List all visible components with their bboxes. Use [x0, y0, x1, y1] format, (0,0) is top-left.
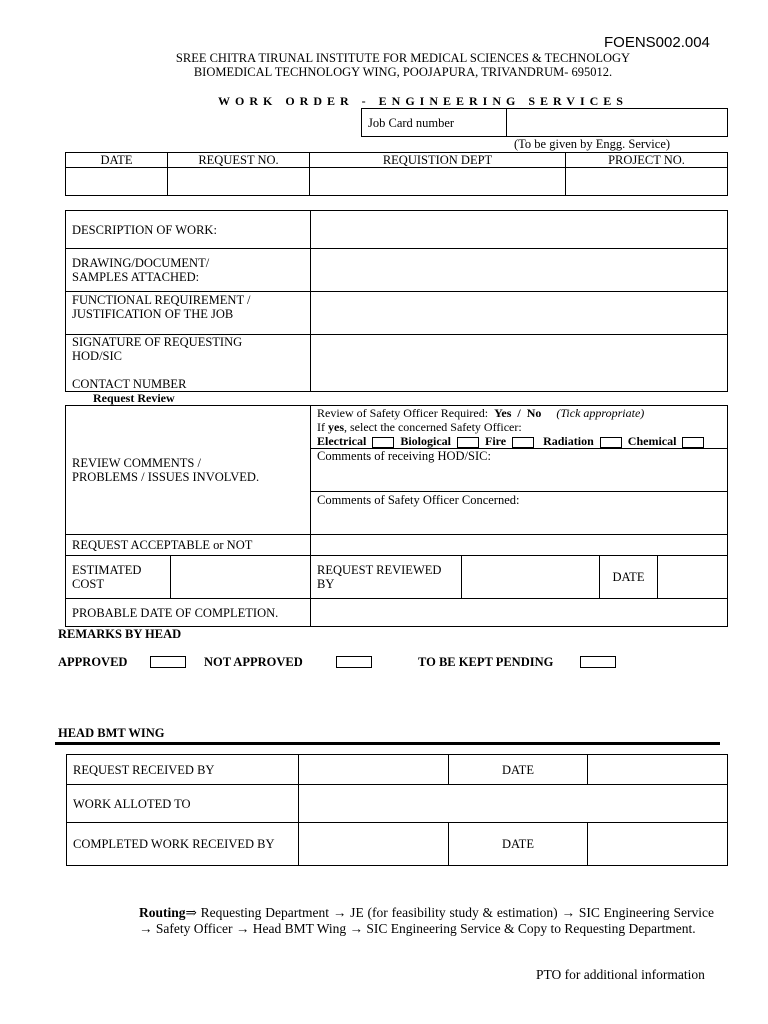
hod-comments-cell[interactable]: [311, 449, 728, 492]
requisition-dept-field[interactable]: [310, 168, 566, 196]
pending-label: TO BE KEPT PENDING: [418, 655, 554, 669]
job-card-field[interactable]: [507, 109, 728, 137]
completed-label: COMPLETED WORK RECEIVED BY: [67, 823, 299, 866]
review-date-cell: [600, 556, 728, 599]
completion-label: PROBABLE DATE OF COMPLETION.: [66, 599, 311, 627]
reviewed-line1: REQUEST REVIEWED: [317, 563, 442, 577]
reviewed-by-label: [311, 556, 462, 599]
request-no-field[interactable]: [168, 168, 310, 196]
routing-text: [139, 905, 714, 936]
officer-chemical-label: Chemical: [627, 434, 677, 448]
col-project-no: PROJECT NO.: [566, 153, 728, 168]
remarks-title: REMARKS BY HEAD: [58, 627, 182, 641]
officer-electrical-label: Electrical: [317, 434, 367, 448]
review-line1: REVIEW COMMENTS /: [72, 456, 201, 470]
functional-label: [66, 292, 311, 335]
job-card-table: [361, 108, 728, 137]
if-suffix: , select the concerned Safety Officer:: [344, 420, 522, 434]
signature-rule: [55, 742, 720, 745]
review-line2: PROBLEMS / ISSUES INVOLVED.: [72, 470, 260, 484]
signature-field[interactable]: [311, 335, 728, 392]
request-table: [65, 152, 728, 196]
not-approved-checkbox[interactable]: [336, 656, 372, 668]
review-table: [65, 405, 728, 627]
details-table: [65, 210, 728, 392]
functional-line1: FUNCTIONAL REQUIREMENT /: [72, 293, 251, 307]
alloted-to-label: WORK ALLOTED TO: [67, 785, 299, 823]
acceptable-label: REQUEST ACCEPTABLE or NOT: [66, 535, 311, 556]
slash: /: [517, 406, 521, 420]
received-date-field[interactable]: [588, 755, 728, 785]
drawing-line2: SAMPLES ATTACHED:: [72, 270, 200, 284]
cost-label: [66, 556, 171, 598]
completion-field[interactable]: [311, 599, 728, 627]
tick-note: (Tick appropriate): [556, 406, 645, 420]
officer-chemical-checkbox[interactable]: [682, 437, 704, 448]
col-date: DATE: [66, 153, 168, 168]
col-request-no: REQUEST NO.: [168, 153, 310, 168]
officer-fire-checkbox[interactable]: [512, 437, 534, 448]
no-option[interactable]: No: [526, 406, 542, 420]
received-by-label: REQUEST RECEIVED BY: [67, 755, 299, 785]
review-date-label: DATE: [600, 556, 658, 598]
officer-radiation-checkbox[interactable]: [600, 437, 622, 448]
alloted-to-field[interactable]: [299, 785, 728, 823]
cost-line2: COST: [72, 577, 104, 591]
review-date-field[interactable]: [658, 556, 727, 598]
officer-biological-checkbox[interactable]: [457, 437, 479, 448]
officer-electrical-checkbox[interactable]: [372, 437, 394, 448]
drawing-field[interactable]: [311, 249, 728, 292]
officer-radiation-label: Radiation: [543, 434, 594, 448]
form-code: FOENS002.004: [604, 34, 710, 51]
safety-comments-label: Comments of Safety Officer Concerned:: [317, 493, 520, 507]
contact-label: CONTACT NUMBER: [72, 377, 187, 391]
functional-field[interactable]: [311, 292, 728, 335]
safety-comments-cell[interactable]: [311, 492, 728, 535]
completed-field[interactable]: [299, 823, 449, 866]
drawing-line1: DRAWING/DOCUMENT/: [72, 256, 210, 270]
work-table: [66, 754, 728, 866]
signature-label: [66, 335, 311, 392]
form-title: WORK ORDER - ENGINEERING SERVICES: [218, 94, 628, 108]
drawing-label: [66, 249, 311, 292]
safety-review-cell: [311, 406, 728, 449]
description-label: DESCRIPTION OF WORK:: [66, 211, 311, 249]
safety-question: Review of Safety Officer Required:: [317, 406, 489, 420]
pending-checkbox[interactable]: [580, 656, 616, 668]
col-requisition-dept: REQUISTION DEPT: [310, 153, 566, 168]
date-field[interactable]: [66, 168, 168, 196]
routing-steps: Requesting Department → JE (for feasibility study & estimation) → SIC Engineering Service → Safety Officer → Head BMT Wing → SIC Engineering Service & Copy to Requesting Department.: [139, 905, 714, 936]
reviewed-line2: BY: [317, 577, 335, 591]
acceptable-field[interactable]: [311, 535, 728, 556]
approved-checkbox[interactable]: [150, 656, 186, 668]
routing-label: Routing: [139, 905, 186, 920]
signature-line1: SIGNATURE OF REQUESTING: [72, 335, 243, 349]
if-prefix: If: [317, 420, 328, 434]
job-card-label: Job Card number: [362, 109, 507, 137]
head-bmt-label: HEAD BMT WING: [58, 726, 165, 740]
description-field[interactable]: [311, 211, 728, 249]
cost-cell: [66, 556, 311, 599]
institute-name: SREE CHITRA TIRUNAL INSTITUTE FOR MEDICAL SCIENCES & TECHNOLOGY: [175, 51, 631, 65]
job-card-note: (To be given by Engg. Service): [514, 137, 671, 151]
reviewed-by-field[interactable]: [462, 556, 600, 599]
project-no-field[interactable]: [566, 168, 728, 196]
completed-date-field[interactable]: [588, 823, 728, 866]
officer-fire-label: Fire: [484, 434, 507, 448]
routing-arrow-icon: ⇒: [185, 905, 197, 920]
approved-label: APPROVED: [58, 655, 128, 669]
received-by-field[interactable]: [299, 755, 449, 785]
functional-line2: JUSTIFICATION OF THE JOB: [72, 307, 234, 321]
hod-comments-label: Comments of receiving HOD/SIC:: [317, 449, 491, 463]
not-approved-label: NOT APPROVED: [204, 655, 303, 669]
completed-date-label: DATE: [449, 823, 588, 866]
review-comments-label: [66, 406, 311, 535]
officer-biological-label: Biological: [400, 434, 451, 448]
if-yes: yes: [328, 420, 344, 434]
wing-address: BIOMEDICAL TECHNOLOGY WING, POOJAPURA, TRIVANDRUM- 695012.: [193, 65, 613, 79]
signature-line2: HOD/SIC: [72, 349, 123, 363]
yes-option[interactable]: Yes: [494, 406, 512, 420]
request-review-title: Request Review: [93, 391, 175, 405]
cost-field[interactable]: [171, 556, 310, 598]
received-date-label: DATE: [449, 755, 588, 785]
cost-line1: ESTIMATED: [72, 563, 142, 577]
pto-note: PTO for additional information: [536, 967, 705, 982]
